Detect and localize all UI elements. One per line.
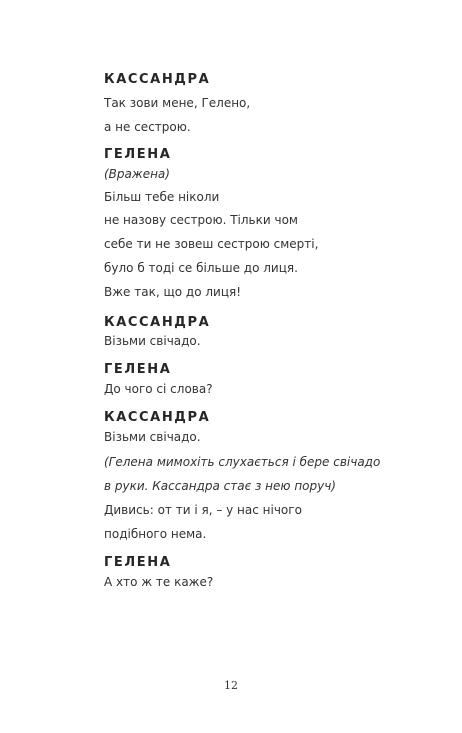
speaker-name: ГЕЛЕНА: [104, 362, 172, 377]
dialogue-line: До чого сі слова?: [104, 382, 213, 396]
speaker-name: ГЕЛЕНА: [104, 147, 172, 162]
speaker-name: ГЕЛЕНА: [104, 555, 172, 570]
stage-direction: (Гелена мимохіть слухається і бере свічадо: [104, 455, 381, 469]
dialogue-line: себе ти не зовеш сестрою смерті,: [104, 237, 319, 251]
speaker-name: КАССАНДРА: [104, 410, 211, 425]
page-number: 12: [224, 679, 238, 692]
dialogue-line: Вже так, що до лиця!: [104, 285, 242, 299]
dialogue-line: а не сестрою.: [104, 120, 191, 134]
speaker-name: КАССАНДРА: [104, 315, 211, 330]
stage-direction: в руки. Кассандра стає з нею поруч): [104, 479, 336, 493]
dialogue-line: подібного нема.: [104, 527, 207, 541]
dialogue-line: Більш тебе ніколи: [104, 190, 220, 204]
dialogue-line: було б тоді се більше до лиця.: [104, 261, 298, 275]
speaker-name: КАССАНДРА: [104, 72, 211, 87]
dialogue-line: Так зови мене, Гелено,: [104, 96, 251, 110]
dialogue-line: А хто ж те каже?: [104, 575, 214, 589]
dialogue-line: Візьми свічадо.: [104, 334, 201, 348]
dialogue-line: не назову сестрою. Тільки чом: [104, 213, 298, 227]
stage-direction: (Вражена): [104, 167, 170, 181]
dialogue-line: Дивись: от ти і я, – у нас нічого: [104, 503, 302, 517]
dialogue-line: Візьми свічадо.: [104, 430, 201, 444]
